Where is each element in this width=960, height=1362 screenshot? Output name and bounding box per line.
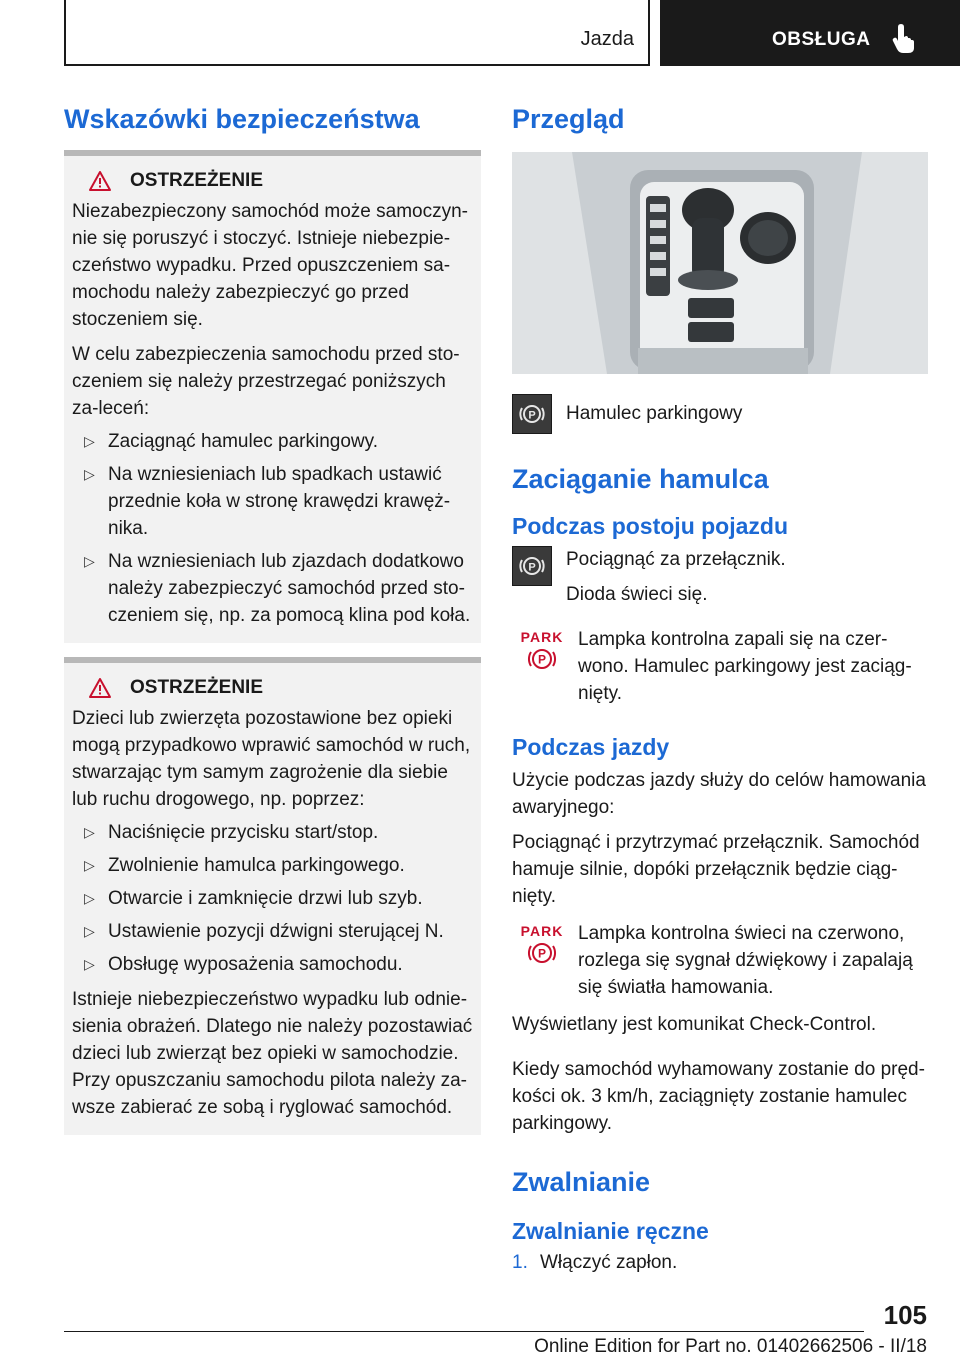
warning1-bullet xyxy=(72,461,473,542)
bullet-text: Zaciągnąć hamulec parkingowy. xyxy=(108,431,379,452)
left-column xyxy=(64,100,481,1135)
warning1-bullet xyxy=(72,548,473,629)
warning1-p1: Niezabezpieczony samochód może samoczyn-nie się poruszyć i stoczyć. Istnieje niebezpie-czeństwo wypadku. Przed opuszczeniem sa-mochodu należy zabezpieczyć go przed stoczeniem się. xyxy=(72,201,469,330)
park-indicator-label: PARK xyxy=(520,629,564,645)
bullet-text: Obsługę wyposażenia samochodu. xyxy=(108,954,403,975)
step-number: 1. xyxy=(512,1252,528,1273)
bullet-text: Na wzniesieniach lub zjazdach dodatkowo należy zabezpieczyć samochód przed sto-czeniem się, np. za pomocą klina pod koła. xyxy=(108,551,471,626)
warning2-p2: Istnieje niebezpieczeństwo wypadku lub odnie-sienia obrażeń. Dlatego nie należy pozostawiać dzieci lub zwierząt bez opieki w samochodzie. Przy opuszczaniu samochodu pilota należy za-wsze zabierać ze sobą i ryglować samochód. xyxy=(72,989,473,1118)
standstill-title: Podczas postoju pojazdu xyxy=(512,513,789,539)
header-section: Jazda xyxy=(580,28,634,50)
driving-text-2: Pociągnąć i przytrzymać przełącznik. Samochód hamuje silnie, dopóki przełącznik będzie ciąg-nięty. xyxy=(512,832,920,907)
bullet-text: Zwolnienie hamulca parkingowego. xyxy=(108,855,405,876)
parking-brake-switch-icon xyxy=(512,394,552,434)
right-column xyxy=(512,100,928,1276)
apply-brake-title: Zaciąganie hamulca xyxy=(512,464,769,494)
bullet-text: Na wzniesieniach lub spadkach ustawić przednie koła w stronę krawędzi krawęż-nika. xyxy=(108,464,451,539)
photo-caption: Hamulec parkingowy xyxy=(566,403,743,424)
warning-header-2 xyxy=(88,677,473,699)
warning-triangle-icon xyxy=(88,677,112,699)
svg-text:P: P xyxy=(537,652,547,667)
warning2-p1: Dzieci lub zwierzęta pozostawione bez opieki mogą przypadkowo wprawić samochód w ruch, stwarzając tym samym zagrożenie dla siebie lub ruchu drogowego, np. poprzez: xyxy=(72,708,471,810)
safety-title: Wskazówki bezpieczeństwa xyxy=(64,104,420,134)
header-section-box xyxy=(64,0,650,66)
bullet-triangle-icon: ▷ xyxy=(84,956,95,972)
overview-title: Przegląd xyxy=(512,104,625,134)
center-console-photo xyxy=(512,152,928,374)
warning-header-1 xyxy=(88,170,473,192)
driving-text-4: Kiedy samochód wyhamowany zostanie do pręd-kości ok. 3 km/h, zaciągnięty zostanie hamulec parkingowy. xyxy=(512,1059,925,1134)
bullet-text: Otwarcie i zamknięcie drzwi lub szyb. xyxy=(108,888,423,909)
standstill-step-row xyxy=(512,546,928,608)
park-indicator-icon xyxy=(512,626,572,707)
warning1-bullet xyxy=(72,428,473,455)
driving-lamp-text: Lampka kontrolna świeci na czerwono, rozlega się sygnał dźwiękowy i zapalają się światła hamowania. xyxy=(578,923,913,998)
svg-text:P: P xyxy=(528,561,536,574)
warning1-p2: W celu zabezpieczenia samochodu przed sto-czeniem się należy przestrzegać poniższych za-leceń: xyxy=(72,344,460,419)
bullet-triangle-icon: ▷ xyxy=(84,824,95,840)
bullet-triangle-icon: ▷ xyxy=(84,433,95,449)
warning-box-1 xyxy=(64,150,481,643)
release-step-1 xyxy=(512,1249,928,1276)
warning2-bullet xyxy=(72,852,473,879)
parking-brake-switch-icon xyxy=(512,546,552,586)
standstill-text-1: Pociągnąć za przełącznik. xyxy=(566,549,786,570)
bullet-triangle-icon: ▷ xyxy=(84,890,95,906)
manual-release-title: Zwalnianie ręczne xyxy=(512,1218,709,1244)
park-indicator-label: PARK xyxy=(520,923,564,939)
warning2-bullet xyxy=(72,885,473,912)
bullet-text: Ustawienie pozycji dźwigni sterującej N. xyxy=(108,921,444,942)
header-chapter-box xyxy=(660,0,960,66)
warning2-bullet xyxy=(72,819,473,846)
warning-box-2 xyxy=(64,657,481,1135)
driving-title: Podczas jazdy xyxy=(512,734,670,760)
page-number: 105 xyxy=(883,1300,927,1330)
bullet-triangle-icon: ▷ xyxy=(84,553,95,569)
driving-text-1: Użycie podczas jazdy służy do celów hamowania awaryjnego: xyxy=(512,770,926,818)
driving-text-3: Wyświetlany jest komunikat Check-Control. xyxy=(512,1014,877,1035)
center-console-illustration xyxy=(512,152,928,374)
svg-text:P: P xyxy=(537,946,547,961)
bullet-triangle-icon: ▷ xyxy=(84,857,95,873)
release-title: Zwalnianie xyxy=(512,1167,651,1197)
parking-brake-caption-row xyxy=(512,394,928,434)
svg-text:P: P xyxy=(528,409,536,422)
footer-edition: Online Edition for Part no. 01402662506 - II/18 xyxy=(534,1336,927,1357)
bullet-triangle-icon: ▷ xyxy=(84,466,95,482)
warning-label-1: OSTRZEŻENIE xyxy=(130,170,264,191)
bullet-text: Naciśnięcie przycisku start/stop. xyxy=(108,822,379,843)
warning2-bullet xyxy=(72,951,473,978)
warning-label-2: OSTRZEŻENIE xyxy=(130,677,264,698)
park-indicator-icon xyxy=(512,920,572,1001)
driving-lamp-row xyxy=(512,920,928,1001)
standstill-text-2: Dioda świeci się. xyxy=(566,584,708,605)
step-text: Włączyć zapłon. xyxy=(540,1252,678,1273)
bullet-triangle-icon: ▷ xyxy=(84,923,95,939)
standstill-lamp-row xyxy=(512,626,928,707)
footer-divider xyxy=(64,1331,864,1332)
warning2-bullet xyxy=(72,918,473,945)
hand-pointer-icon xyxy=(892,22,922,54)
standstill-lamp-text: Lampka kontrolna zapali się na czer-wono. Hamulec parkingowy jest zaciąg-nięty. xyxy=(578,629,912,704)
warning-triangle-icon xyxy=(88,170,112,192)
header-chapter: OBSŁUGA xyxy=(772,29,871,50)
